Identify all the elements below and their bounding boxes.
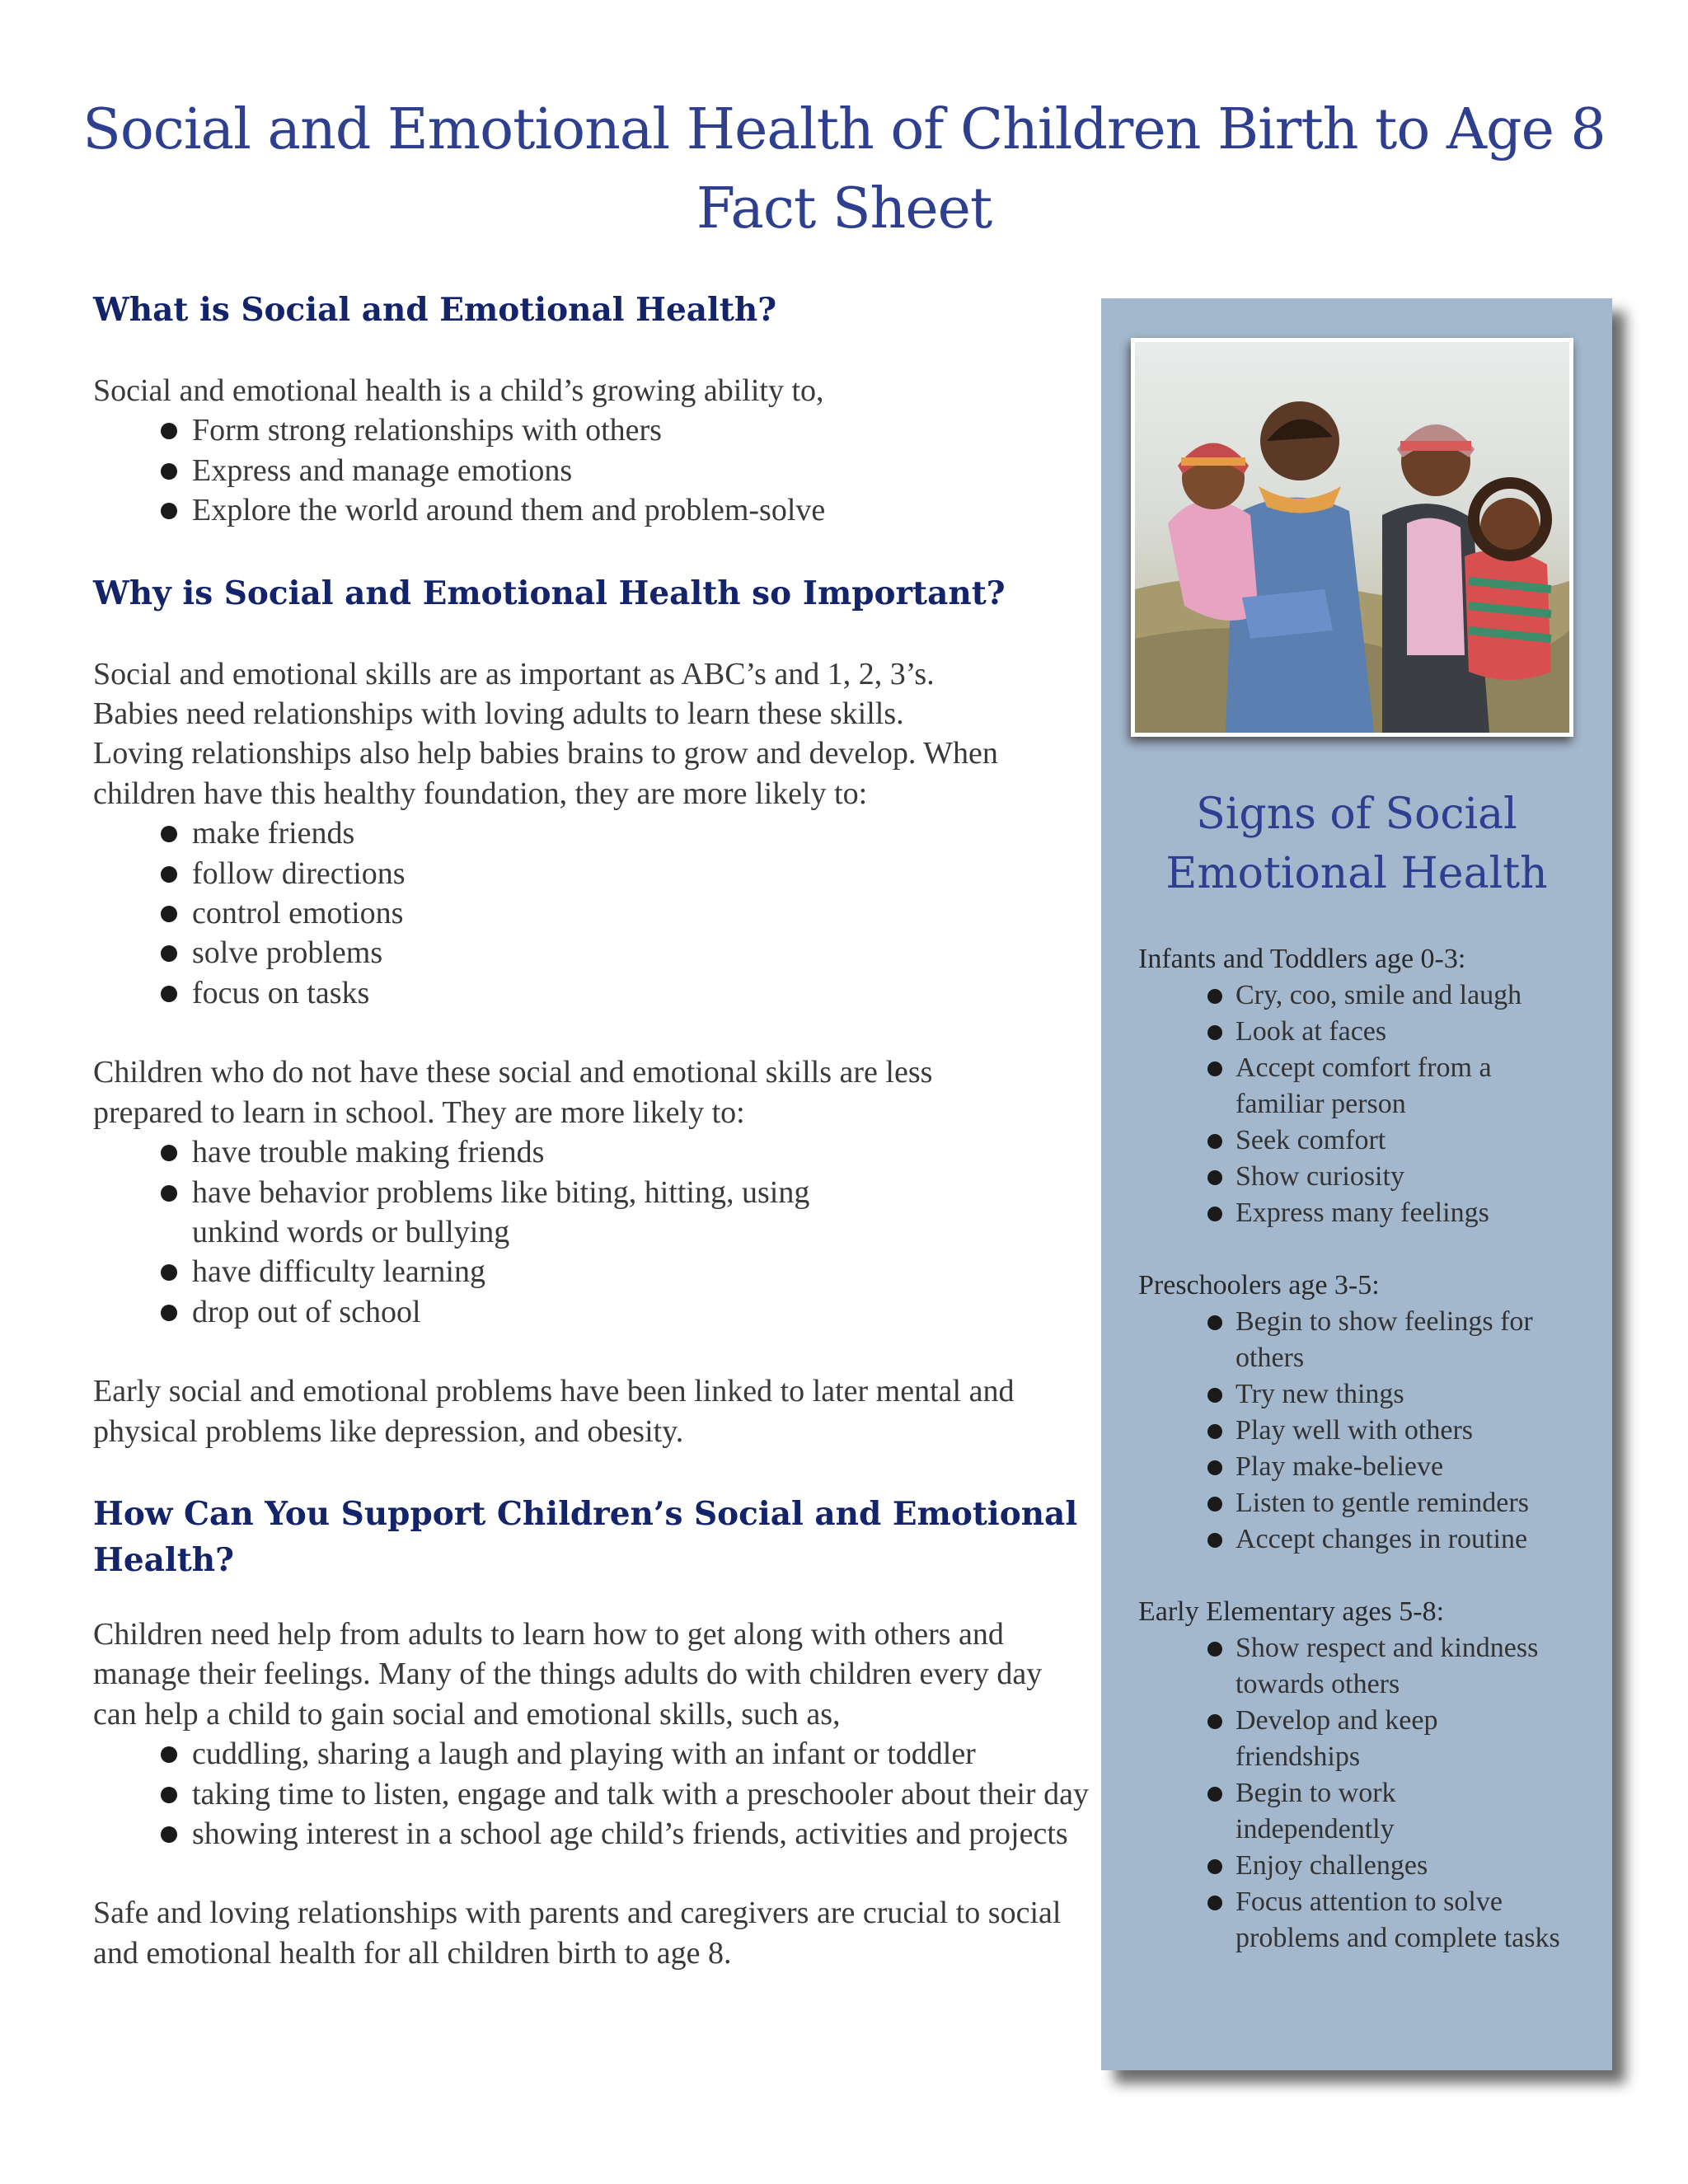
list-item: Show curiosity <box>1138 1159 1600 1195</box>
elementary-signs-list <box>1138 1630 1600 1957</box>
bullet-icon <box>161 463 177 480</box>
bullet-icon <box>161 423 177 439</box>
list-item: Accept comfort from a familiar person <box>1138 1050 1549 1122</box>
bullet-icon <box>1207 1388 1222 1403</box>
why-paragraph-2: Children who do not have these social and emotional skills are less prepared to learn in school. They are more likely to: <box>93 1055 933 1130</box>
bullet-icon <box>1207 1533 1222 1548</box>
list-item: Explore the world around them and problem-solve <box>93 490 1082 530</box>
list-item: Begin to work independently <box>1138 1775 1549 1848</box>
main-column <box>93 287 1089 1973</box>
group-label-preschoolers: Preschoolers age 3-5: <box>1138 1270 1380 1301</box>
list-item: Listen to gentle reminders <box>1138 1485 1600 1521</box>
bullet-icon <box>1207 1460 1222 1475</box>
bullet-icon <box>1207 1207 1222 1221</box>
list-item: showing interest in a school age child’s friends, activities and projects <box>93 1814 1099 1854</box>
bullet-icon <box>161 945 177 962</box>
heading-how-support: How Can You Support Children’s Social and Emotional Health? <box>93 1494 1078 1579</box>
list-item: Accept changes in routine <box>1138 1521 1600 1558</box>
why-benefits-list <box>93 813 1082 1013</box>
sidebar-title: Signs of Social Emotional Health <box>1165 790 1548 898</box>
list-item: drop out of school <box>93 1292 884 1332</box>
bullet-icon <box>1207 1134 1222 1149</box>
list-item: taking time to listen, engage and talk with a preschooler about their day <box>93 1774 1123 1814</box>
bullet-icon <box>161 986 177 1002</box>
list-item: Develop and keep friendships <box>1138 1703 1549 1775</box>
list-item: have trouble making friends <box>93 1132 884 1172</box>
list-item: Show respect and kindness towards others <box>1138 1630 1606 1703</box>
bullet-icon <box>1207 989 1222 1004</box>
bullet-icon <box>1207 1859 1222 1874</box>
list-item: Express and manage emotions <box>93 451 1082 490</box>
bullet-icon <box>1207 1315 1222 1330</box>
list-item: Play make-believe <box>1138 1449 1600 1485</box>
bullet-icon <box>161 1787 177 1803</box>
sidebar-sections <box>1138 941 1600 1993</box>
list-item: cuddling, sharing a laugh and playing with an infant or toddler <box>93 1734 1082 1774</box>
list-item: Look at faces <box>1138 1014 1600 1050</box>
bullet-icon <box>1207 1642 1222 1657</box>
bullet-icon <box>161 1746 177 1763</box>
list-item: control emotions <box>93 893 1082 933</box>
list-item: follow directions <box>93 854 1082 893</box>
bullet-icon <box>161 503 177 519</box>
list-item: Begin to show feelings for others <box>1138 1304 1582 1376</box>
list-item: Express many feelings <box>1138 1195 1600 1231</box>
title-line-2: Fact Sheet <box>696 176 992 241</box>
heading-what-is: What is Social and Emotional Health? <box>93 291 777 329</box>
how-activities-list <box>93 1734 1089 1854</box>
bullet-icon <box>1207 1896 1222 1910</box>
why-paragraph-1: Social and emotional skills are as important as ABC’s and 1, 2, 3’s. Babies need relationships with loving adults to learn these skills. Loving relationships also help babies brains to grow and develop. When children have this healthy foundation, they are more likely to: <box>93 656 998 811</box>
list-item: focus on tasks <box>93 973 1082 1013</box>
bullet-icon <box>161 1826 177 1843</box>
list-item: Enjoy challenges <box>1138 1848 1600 1884</box>
heading-why-important: Why is Social and Emotional Health so Important? <box>93 574 1006 612</box>
bullet-icon <box>1207 1062 1222 1076</box>
group-label-early-elementary: Early Elementary ages 5-8: <box>1138 1596 1445 1627</box>
bullet-icon <box>1207 1025 1222 1040</box>
preschoolers-signs-list <box>1138 1304 1600 1558</box>
list-item: Cry, coo, smile and laugh <box>1138 977 1600 1014</box>
closing-paragraph: Safe and loving relationships with parents and caregivers are crucial to social and emotional health for all children birth to age 8. <box>93 1896 1062 1971</box>
why-risks-list <box>93 1132 884 1332</box>
what-intro: Social and emotional health is a child’s growing ability to, <box>93 373 824 408</box>
bullet-icon <box>161 1145 177 1161</box>
bullet-icon <box>161 826 177 842</box>
how-paragraph-1: Children need help from adults to learn how to get along with others and manage their feelings. Many of the things adults do with children every day can help a child to gain social and emotional skills, such as, <box>93 1616 1043 1732</box>
signs-sidebar <box>1101 298 1612 2070</box>
bullet-icon <box>1207 1497 1222 1511</box>
title-line-1: Social and Emotional Health of Children Birth to Age 8 <box>82 97 1606 162</box>
list-item: solve problems <box>93 933 1082 972</box>
bullet-icon <box>1207 1424 1222 1439</box>
what-bullet-list <box>93 410 1082 530</box>
bullet-icon <box>161 866 177 883</box>
group-label-infants: Infants and Toddlers age 0-3: <box>1138 944 1466 974</box>
list-item: have difficulty learning <box>93 1252 884 1291</box>
bullet-icon <box>1207 1787 1222 1802</box>
infants-signs-list <box>1138 977 1600 1231</box>
why-paragraph-3: Early social and emotional problems have been linked to later mental and physical problems like depression, and obesity. <box>93 1374 1015 1449</box>
bullet-icon <box>161 1305 177 1321</box>
document-title <box>0 91 1688 249</box>
bullet-icon <box>161 1185 177 1202</box>
family-photo <box>1131 338 1573 737</box>
list-item: Try new things <box>1138 1376 1600 1413</box>
list-item: Focus attention to solve problems and complete tasks <box>1138 1884 1573 1957</box>
list-item: Form strong relationships with others <box>93 410 1082 450</box>
list-item: have behavior problems like biting, hitting, using unkind words or bullying <box>93 1173 843 1253</box>
list-item: make friends <box>93 813 1082 853</box>
bullet-icon <box>161 1264 177 1281</box>
bullet-icon <box>161 906 177 922</box>
list-item: Play well with others <box>1138 1413 1600 1449</box>
bullet-icon <box>1207 1714 1222 1729</box>
bullet-icon <box>1207 1170 1222 1185</box>
list-item: Seek comfort <box>1138 1122 1600 1159</box>
